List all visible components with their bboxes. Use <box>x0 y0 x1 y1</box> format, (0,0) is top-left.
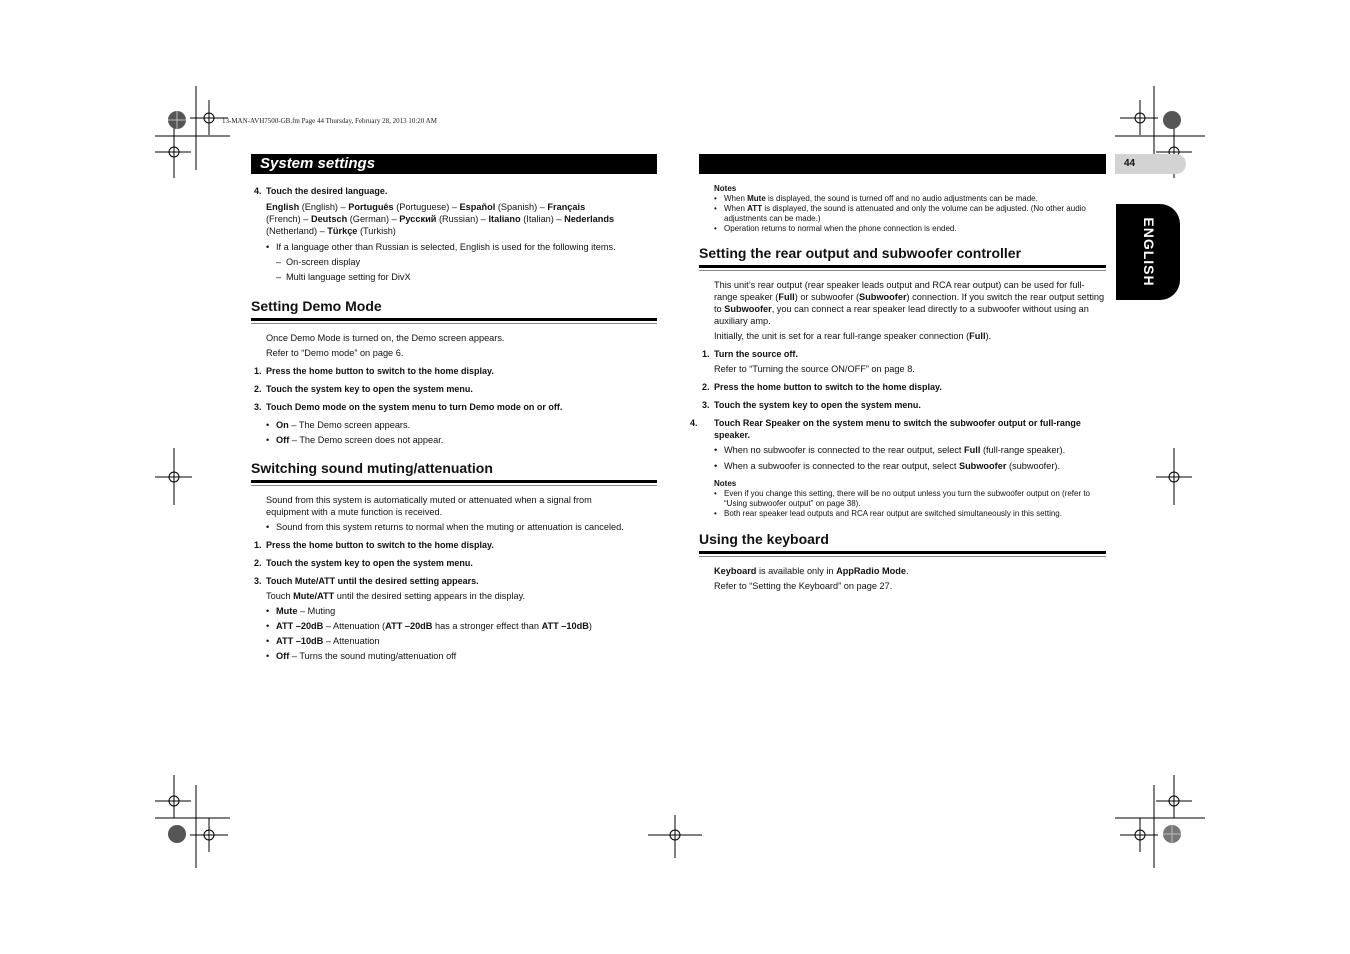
note: • Both rear speaker lead outputs and RCA rear output are switched simultaneously in this setting. <box>714 509 1086 519</box>
note: • When ATT is displayed, the sound is attenuated and only the volume can be adjusted. (No other audio adjustments can be made.) <box>714 204 1091 224</box>
paragraph: Touch Mute/ATT until the desired setting appears in the display. <box>266 591 526 601</box>
notes-title: Notes <box>714 479 737 488</box>
language-tab-label: ENGLISH <box>1141 217 1157 287</box>
step: 2. Touch the system key to open the system menu. <box>254 558 473 568</box>
language-item: – On-screen display <box>276 256 657 268</box>
option: • Off – Turns the sound muting/attenuation off <box>266 650 657 662</box>
note: • Sound from this system returns to normal when the muting or attenuation is canceled. <box>266 521 627 533</box>
section-title: System settings <box>251 154 657 174</box>
step: 1. Press the home button to switch to the home display. <box>254 540 494 550</box>
option: • Off – The Demo screen does not appear. <box>266 434 657 446</box>
page-number: 44 <box>1115 154 1186 174</box>
paragraph: Refer to “Setting the Keyboard” on page 27. <box>714 581 893 591</box>
language-item: – Multi language setting for DivX <box>276 271 657 283</box>
option: • When a subwoofer is connected to the rear output, select Subwoofer (subwoofer). <box>714 460 1106 472</box>
paragraph: Keyboard is available only in AppRadio Mode. <box>714 566 909 576</box>
heading-sound-muting: Switching sound muting/attenuation <box>251 460 657 483</box>
note: • When Mute is displayed, the sound is turned off and no audio adjustments can be made. <box>714 194 1106 204</box>
paragraph: Once Demo Mode is turned on, the Demo screen appears. <box>266 333 505 343</box>
step: 1. Turn the source off. <box>702 349 798 359</box>
option: • ATT –10dB – Attenuation <box>266 635 657 647</box>
paragraph: Refer to “Turning the source ON/OFF” on page 8. <box>714 364 915 374</box>
step: 4. Touch Rear Speaker on the system menu to switch the subwoofer output or full-range speaker. <box>690 418 1081 440</box>
language-tab <box>1116 204 1180 300</box>
step: 3. Touch Mute/ATT until the desired setting appears. <box>254 576 479 586</box>
option: • When no subwoofer is connected to the rear output, select Full (full-range speaker). <box>714 444 1106 456</box>
heading-keyboard: Using the keyboard <box>699 531 1106 554</box>
option: • ATT –20dB – Attenuation (ATT –20dB has a stronger effect than ATT –10dB) <box>266 620 657 632</box>
left-column <box>251 154 657 665</box>
right-column <box>690 154 1106 595</box>
note: • Even if you change this setting, there will be no output unless you turn the subwoofer output on (refer to “Using subwoofer output” on page 38). <box>714 489 1091 509</box>
paragraph: This unit’s rear output (rear speaker leads output and RCA rear output) can be used for full-range speaker (Full) or subwoofer (Subwoofer) connection. If you switch the rear output setting to Subwoofer, you can connect a rear speaker lead directly to a subwoofer without using an auxiliary amp. <box>714 280 1105 326</box>
step: 1. Press the home button to switch to the home display. <box>254 366 494 376</box>
step: 3. Touch Demo mode on the system menu to turn Demo mode on or off. <box>254 402 563 412</box>
notes-title: Notes <box>714 184 737 193</box>
file-slug: 13-MAN-AVH7500-GB.fm Page 44 Thursday, February 28, 2013 10:20 AM <box>222 117 437 125</box>
header-bar <box>699 154 1106 174</box>
note: • Operation returns to normal when the phone connection is ended. <box>714 224 1106 234</box>
step: 2. Touch the system key to open the system menu. <box>254 384 473 394</box>
language-note: • If a language other than Russian is selected, English is used for the following items. <box>266 241 657 253</box>
paragraph: Sound from this system is automatically muted or attenuated when a signal from equipment with a mute function is received. <box>266 495 592 517</box>
step: 3. Touch the system key to open the system menu. <box>702 400 921 410</box>
heading-rear-output: Setting the rear output and subwoofer controller <box>699 245 1106 268</box>
step: 2. Press the home button to switch to the home display. <box>702 382 942 392</box>
heading-demo-mode: Setting Demo Mode <box>251 298 657 321</box>
option: • On – The Demo screen appears. <box>266 419 657 431</box>
paragraph: Refer to “Demo mode” on page 6. <box>266 348 404 358</box>
language-step: 4. Touch the desired language. <box>254 186 388 196</box>
option: • Mute – Muting <box>266 605 657 617</box>
paragraph: Initially, the unit is set for a rear full-range speaker connection (Full). <box>714 331 992 341</box>
language-list: English (English) – Português (Portuguese) – Español (Spanish) – Français (French) – Deutsch (German) – Русский (Russian) – Italiano (Italian) – Nederlands (Netherland) – Türkçe (Turkish) <box>266 202 615 236</box>
